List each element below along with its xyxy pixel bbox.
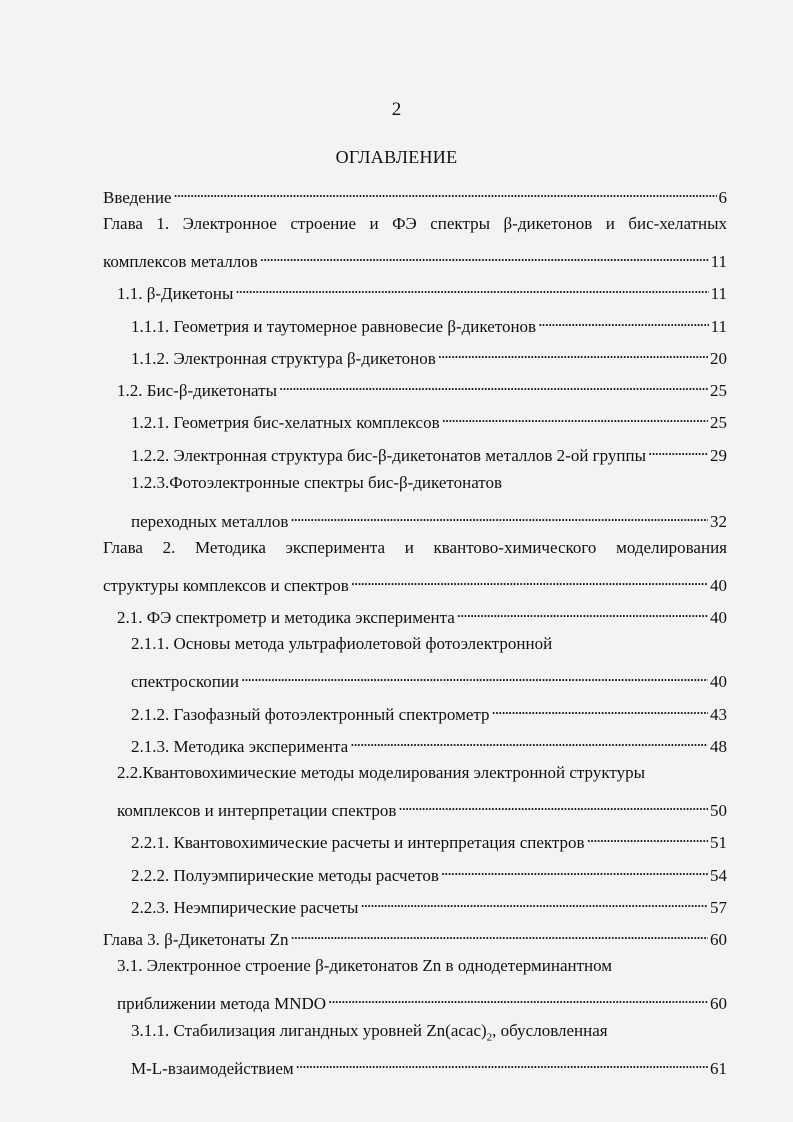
toc-title: ОГЛАВЛЕНИЕ <box>335 147 458 167</box>
toc-entry-chapter-1[interactable]: комплексов металлов . . . 11 <box>103 245 727 273</box>
toc-entry-1-1[interactable]: 1.1. β-Дикетоны . . . 11 <box>117 277 727 305</box>
toc-entry-2-2-1[interactable]: 2.2.1. Квантовохимические расчеты и интерпретация спектров . . . 51 <box>131 826 727 854</box>
toc-entry-1-1-1[interactable]: 1.1.1. Геометрия и таутомерное равновесие β-дикетонов . . . 11 <box>131 310 727 338</box>
toc-entry-1-1-2[interactable]: 1.1.2. Электронная структура β-дикетонов . . . 20 <box>131 342 727 370</box>
toc-entry-2-2[interactable]: комплексов и интерпретации спектров . . . 50 <box>117 794 727 822</box>
toc-3-1-1-line1: 3.1.1. Стабилизация лигандных уровней $Zn(acac)_2$, обусловленная <box>131 1021 608 1044</box>
toc-1-2-3-line1: 1.2.3.Фотоэлектронные спектры бис-β-дикетонатов <box>131 473 503 492</box>
toc-chapter-2-line1: Глава 2. Методика эксперимента и квантово-химического моделирования <box>103 538 727 557</box>
toc-entry-introduction[interactable]: Введение . . . 6 <box>103 181 727 209</box>
toc-2-1-1-line1: 2.1.1. Основы метода ультрафиолетовой фотоэлектронной <box>131 634 553 653</box>
toc-3-1-line1: 3.1. Электронное строение β-дикетонатов Zn в однодетерминантном <box>117 956 613 975</box>
toc-entry-3-1-1[interactable]: M-L-взаимодействием . . . 61 <box>131 1052 727 1080</box>
toc-chapter-1-line1: Глава 1. Электронное строение и ФЭ спектры β-дикетонов и бис-хелатных <box>103 214 727 233</box>
page-number: 2 <box>391 99 402 120</box>
toc-entry-2-2-3[interactable]: 2.2.3. Неэмпирические расчеты . . . 57 <box>131 891 727 919</box>
toc-entry-2-1-2[interactable]: 2.1.2. Газофазный фотоэлектронный спектрометр . . . 43 <box>131 698 727 726</box>
toc-entry-1-2-2[interactable]: 1.2.2. Электронная структура бис-β-дикетонатов металлов 2-ой группы . . . 29 <box>131 439 727 467</box>
toc-entry-2-1-1[interactable]: спектроскопии . . . 40 <box>131 665 727 693</box>
toc-entry-chapter-2[interactable]: структуры комплексов и спектров . . . 40 <box>103 569 727 597</box>
toc-entry-1-2[interactable]: 1.2. Бис-β-дикетонаты . . . 25 <box>117 374 727 402</box>
toc-entry-chapter-3[interactable]: Глава 3. β-Дикетонаты Zn . . . 60 <box>103 923 727 951</box>
toc-entry-2-2-2[interactable]: 2.2.2. Полуэмпирические методы расчетов . . . 54 <box>131 859 727 887</box>
toc-entry-1-2-3[interactable]: переходных металлов . . . 32 <box>131 505 727 533</box>
toc-entry-2-1[interactable]: 2.1. ФЭ спектрометр и методика эксперимента . . . 40 <box>117 601 727 629</box>
toc-entry-3-1[interactable]: приближении метода MNDO . . . 60 <box>117 987 727 1015</box>
toc-entry-2-1-3[interactable]: 2.1.3. Методика эксперимента . . . 48 <box>131 730 727 758</box>
toc-2-2-line1: 2.2.Квантовохимические методы моделирования электронной структуры <box>117 763 645 782</box>
toc-entry-1-2-1[interactable]: 1.2.1. Геометрия бис-хелатных комплексов . . . 25 <box>131 406 727 434</box>
